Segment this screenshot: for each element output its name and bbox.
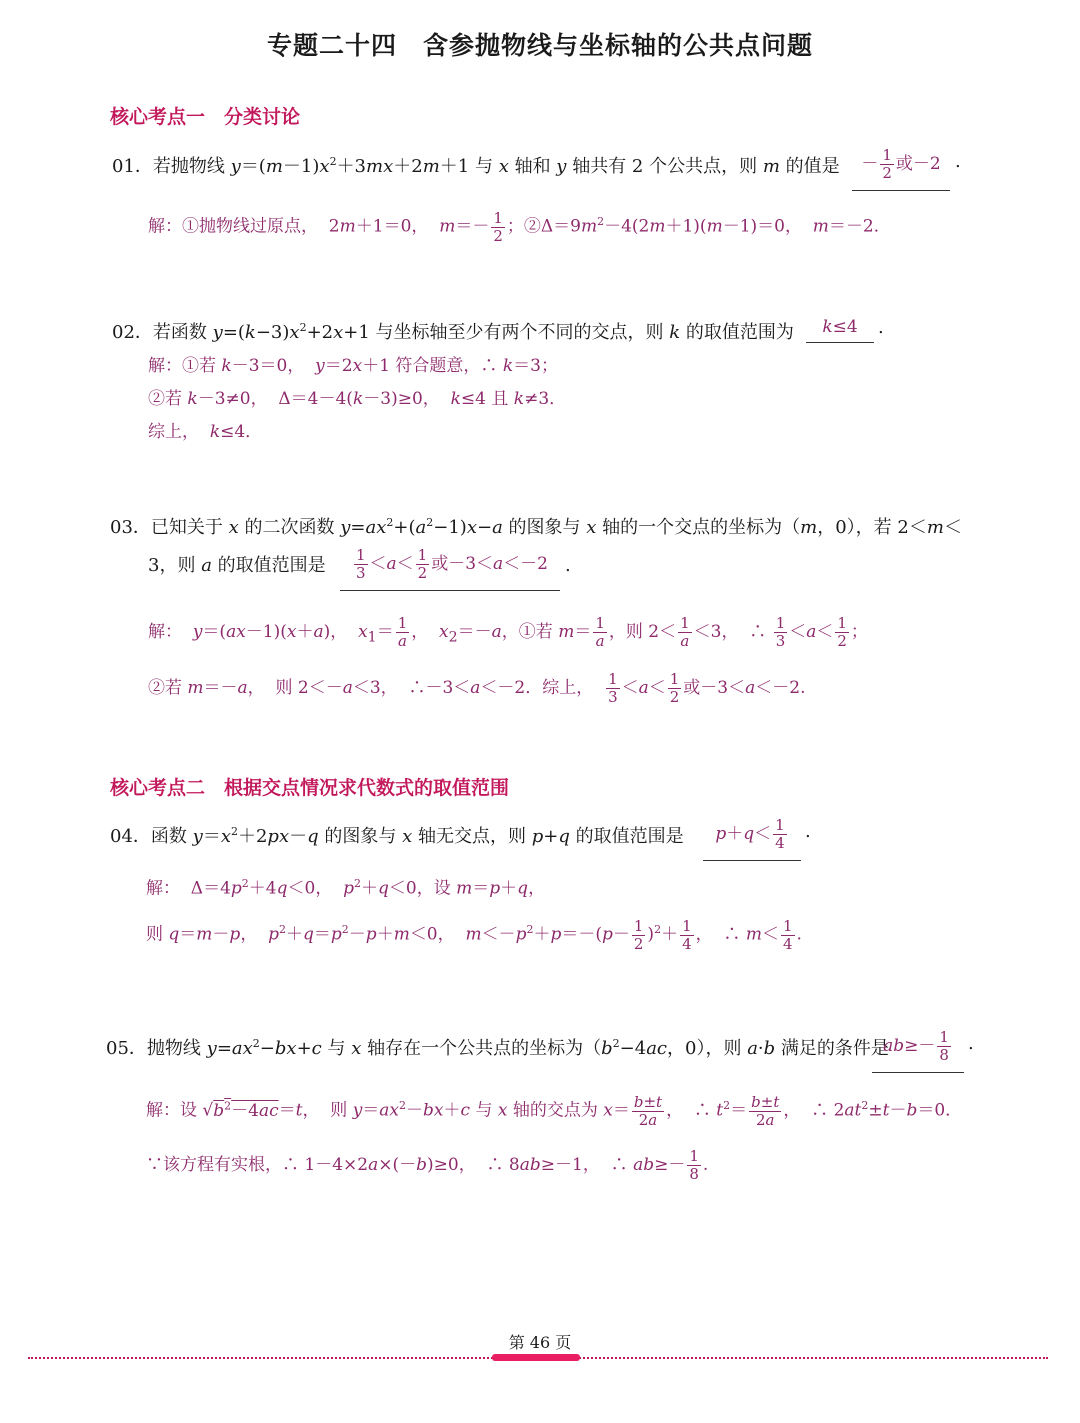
section-heading-2: 核心考点二 根据交点情况求代数式的取值范围 (110, 777, 510, 799)
solution-02-line2: ②若 k－3≠0， Δ＝4－4(k－3)≥0， k≤4 且 k≠3． (148, 389, 567, 409)
page-title: 专题二十四 含参抛物线与坐标轴的公共点问题 (266, 31, 813, 60)
solution-04-line1: 解： $\Delta=4p^2+4q<0$， $p^2+q<0$，设 m＝p＋q， (146, 877, 546, 899)
solution-02-line1: 解：①若 k－3＝0， y＝2x＋1 符合题意，∴ k＝3； (148, 356, 558, 376)
question-03-line1: 03．已知关于 x 的二次函数 $y=ax^2+(a^2-1)x-a$ 的图象与 x 轴的一个交点的坐标为（m，0），若 2＜m＜ (110, 516, 962, 538)
solution-01: 解：①抛物线过原点， 2m＋1＝0， m＝－ $\frac{1}{2}$ ；$②\Delta=9m^2-4(2m+1)(m-1)=0$， m＝－2． (148, 208, 891, 245)
question-03-line2: 3，则 a 的取值范围是 (148, 555, 326, 576)
answer-03: $\frac{1}{3}$ ＜a＜ $\frac{1}{2}$ 或－3＜a＜－2 (340, 538, 560, 591)
answer-01: － $\frac{1}{2}$ 或－2 (852, 138, 950, 191)
answer-02: k≤4 (806, 300, 874, 343)
solution-05-line1: 解：设 $√b^2-4ac=t$， 则 $y=ax^2-bx+c$ 与 x 轴的交点为 x＝ $\frac{b\pm t}{2a}$ ， ∴ $t^2=$ $\frac{b\pm t}{2a}$ ， ∴ $2at^2\pm t-b=0$． (146, 1092, 963, 1129)
question-04: 04．函数 $y=x^2+2px-q$ 的图象与 x 轴无交点，则 p+q 的取值范围是 (110, 825, 684, 847)
question-01: 01．若抛物线 $y=(m-1)x^2+3mx+2m+1$ 与 x 轴和 y 轴共有 2 个公共点，则 m 的值是 (112, 155, 840, 177)
answer-05: ab≥－ $\frac{1}{8}$ (872, 1020, 964, 1073)
section-heading-1: 核心考点一 分类讨论 (110, 106, 301, 128)
solution-03-line2: ②若 m＝－a， 则 2＜－a＜3， ∴－3＜a＜－2．综上， $\frac{1}{3}$ ＜a＜ $\frac{1}{2}$ 或－3＜a＜－2. (148, 670, 806, 706)
solution-02-line3: 综上， k≤4． (148, 422, 263, 442)
page-number: 第 46 页 (508, 1333, 572, 1352)
question-02: 02．若函数 $y=(k-3)x^2+2x+1$ 与坐标轴至少有两个不同的交点，则 k 的取值范围为 (112, 321, 794, 343)
solution-04-line2: 则 q＝m－p， $p^2+q=p^2-p+m<0$， $m<-p^2+p=-(p-$ $\frac{1}{2}$ )$^2$＋ $\frac{1}{4}$ ， ∴ m＜ $\frac{1}{4}$ . (146, 916, 802, 953)
solution-05-line2: ∵该方程有实根，∴ 1－4×2a×(－b)≥0， ∴ 8ab≥－1， ∴ ab≥－ $\frac{1}{8}$ . (146, 1147, 709, 1183)
footer-accent-bar (492, 1354, 580, 1361)
solution-03-line1: 解： y＝(ax－1)(x＋a)， $x_1=$ $\frac{1}{a}$ ， $x_2=-a$，①若 m＝ $\frac{1}{a}$ ，则 2＜ $\frac{1}{a}$ ＜3， ∴ $\frac{1}{3}$ ＜a＜ $\frac{1}{2}$ ； (148, 614, 868, 650)
answer-04: p＋q＜ $\frac{1}{4}$ (703, 808, 801, 861)
question-05: 05．抛物线 $y=ax^2-bx+c$ 与 x 轴存在一个公共点的坐标为（$b^2-4ac$，0），则 a·b 满足的条件是 (106, 1037, 889, 1059)
